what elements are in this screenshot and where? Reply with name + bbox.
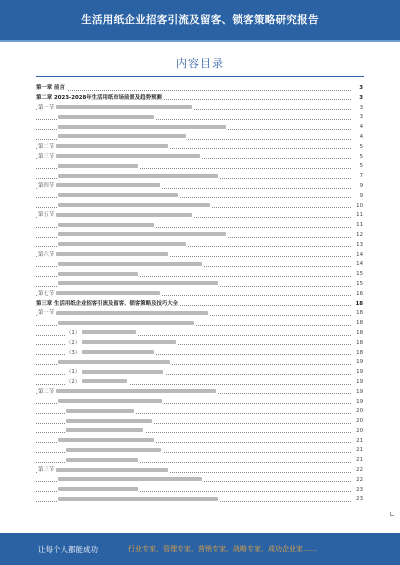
toc-page-number: 11 [354,211,363,221]
toc-entry[interactable] [36,300,363,310]
blurred-entry-text [58,321,194,325]
header-divider [0,40,400,42]
toc-entry-text: 第二章 2023-2028年生活用纸市场前景及趋势预测 [36,94,164,104]
toc-page-number: 13 [354,241,363,251]
toc-entry-text: （1） [66,368,165,378]
toc-entry-text [58,398,164,408]
toc-entry[interactable] [36,251,363,261]
toc-entry-text [58,486,140,496]
toc-page-number: 9 [358,182,363,192]
toc-page-number: 23 [354,486,363,496]
toc-entry-text [58,202,212,212]
blurred-entry-text [56,252,168,256]
toc-entry[interactable] [36,182,363,192]
report-title: 生活用纸企业招客引流及留客、锁客策略研究报告 [81,14,319,26]
toc-entry[interactable] [36,456,363,466]
blurred-entry-text [58,438,154,442]
blurred-entry-text [56,105,192,109]
toc-entry[interactable] [36,437,363,447]
toc-entry-text [58,123,228,133]
toc-entry-text [58,241,188,251]
blurred-entry-text [58,232,226,236]
toc-page-number: 18 [353,300,363,310]
toc-entry-text: （1） [66,329,138,339]
toc-entry[interactable] [36,104,363,114]
toc-page-number: 19 [354,378,363,388]
toc-entry-text: 第四节 [38,182,162,192]
blurred-entry-text [56,183,160,187]
toc-entry-text [58,133,188,143]
toc-entry[interactable] [36,319,363,329]
toc-entry[interactable] [36,153,363,163]
blurred-entry-text [58,115,154,119]
blurred-entry-text [82,350,154,354]
page-header [0,0,400,40]
blurred-entry-text [56,213,192,217]
toc-page-number: 23 [354,495,363,505]
toc-entry-text: 第一节 [38,309,210,319]
toc-page-number: 14 [354,260,363,270]
blurred-entry-text [58,174,218,178]
blurred-entry-text [58,497,218,501]
toc-page-number: 18 [354,349,363,359]
toc-entry[interactable] [36,94,363,104]
blurred-entry-text [58,477,202,481]
table-of-contents [36,84,363,505]
toc-entry-text: 第三节 [38,153,202,163]
toc-entry-text [58,162,140,172]
toc-page-number: 18 [354,309,363,319]
toc-page-number: 3 [357,84,363,94]
toc-page-number: 7 [358,172,363,182]
toc-entry[interactable] [36,349,363,359]
toc-entry-text [58,495,220,505]
toc-entry[interactable] [36,427,363,437]
toc-entry[interactable] [36,417,363,427]
toc-entry[interactable] [36,280,363,290]
blurred-entry-text [58,242,186,246]
toc-entry-text [66,446,163,456]
toc-page-number: 21 [354,456,363,466]
toc-page-number: 19 [354,368,363,378]
blurred-entry-text [66,448,161,452]
toc-entry-text [58,172,220,182]
blurred-entry-text [66,458,138,462]
blurred-entry-text [82,379,127,383]
toc-page-number: 18 [354,319,363,329]
toc-entry[interactable] [36,133,363,143]
blurred-entry-text [56,154,200,158]
toc-page-number: 3 [358,113,363,123]
blurred-entry-text [58,223,154,227]
blurred-entry-text [58,164,138,168]
toc-entry-text: （3） [66,349,156,359]
toc-entry-text: 第二节 [38,143,170,153]
toc-entry-text: 第一节 [38,104,194,114]
blurred-entry-text [56,389,216,393]
toc-page-number: 21 [354,446,363,456]
toc-page-number: 16 [354,290,363,300]
toc-entry[interactable] [36,339,363,349]
toc-entry[interactable] [36,202,363,212]
blurred-entry-text [58,487,138,491]
toc-entry-text: 第六节 [38,251,170,261]
toc-entry-text [66,407,136,417]
blurred-entry-text [58,281,218,285]
toc-heading: 内容目录 [176,57,224,70]
toc-entry-text [66,427,145,437]
toc-entry[interactable] [36,486,363,496]
blurred-entry-text [58,125,226,129]
toc-entry[interactable] [36,329,363,339]
toc-entry-text [58,270,140,280]
blurred-entry-text [56,311,208,315]
toc-entry[interactable] [36,368,363,378]
toc-page-number: 19 [354,398,363,408]
toc-entry-text: （2） [66,339,178,349]
blurred-entry-text [58,272,138,276]
toc-page-number: 3 [357,94,363,104]
toc-entry[interactable] [36,260,363,270]
toc-top-rule [36,76,364,77]
toc-entry[interactable] [36,358,363,368]
toc-entry[interactable] [36,123,363,133]
toc-entry[interactable] [36,309,363,319]
toc-entry-text: 第一章 前言 [36,84,67,94]
toc-entry-text: 第五节 [38,211,194,221]
toc-entry-text [58,476,204,486]
toc-entry-text: 第二节 [38,388,218,398]
blurred-entry-text [56,468,168,472]
toc-entry-text [58,280,220,290]
toc-entry-text [58,113,156,123]
toc-page-number: 22 [354,476,363,486]
blurred-entry-text [58,193,178,197]
toc-entry[interactable] [36,446,363,456]
toc-entry[interactable] [36,143,363,153]
toc-entry-text [58,319,196,329]
toc-entry-text [66,456,140,466]
toc-page-number: 18 [354,339,363,349]
toc-page-number: 15 [354,270,363,280]
blurred-entry-text [56,144,168,148]
toc-entry-text: 第三章 生活用纸企业招客引流及留客、锁客策略及技巧大全 [36,300,180,310]
toc-entry[interactable] [36,398,363,408]
toc-entry[interactable] [36,290,363,300]
toc-entry-text [58,437,156,447]
toc-entry[interactable] [36,211,363,221]
blurred-entry-text [56,291,160,295]
blurred-entry-text [58,360,170,364]
footer-experts-line: 行业专家，管理专家，营销专家，战略专家，成功企业家…… [128,545,317,553]
toc-page-number: 15 [354,280,363,290]
toc-entry-text [66,417,154,427]
toc-page-number: 12 [354,231,363,241]
toc-page-number: 4 [358,133,363,143]
blurred-entry-text [82,370,163,374]
toc-entry[interactable] [36,162,363,172]
toc-entry-text: 第七节 [38,290,162,300]
dot-leader [36,90,351,91]
toc-entry-text [58,221,156,231]
toc-page-number: 20 [354,427,363,437]
toc-page-number: 3 [358,104,363,114]
toc-page-number: 18 [354,329,363,339]
toc-entry[interactable] [36,270,363,280]
toc-entry-text [58,192,180,202]
toc-entry[interactable] [36,113,363,123]
toc-entry-text [58,260,204,270]
blurred-entry-text [58,134,186,138]
blurred-entry-text [66,419,152,423]
toc-page-number: 19 [354,358,363,368]
toc-page-number: 9 [358,192,363,202]
toc-entry[interactable] [36,378,363,388]
toc-page-number: 19 [354,388,363,398]
toc-entry[interactable] [36,231,363,241]
toc-page-number: 5 [358,143,363,153]
blurred-entry-text [58,399,162,403]
toc-entry[interactable] [36,466,363,476]
footer-slogan: 让每个人都能成功 [38,545,98,554]
toc-entry[interactable] [36,192,363,202]
toc-page-number: 11 [354,221,363,231]
toc-page-number: 22 [354,466,363,476]
toc-entry[interactable] [36,221,363,231]
blurred-entry-text [66,409,134,413]
toc-page-number: 20 [354,417,363,427]
toc-entry[interactable] [36,172,363,182]
toc-page-number: 14 [354,251,363,261]
toc-page-number: 5 [358,162,363,172]
toc-page-number: 10 [354,202,363,212]
toc-page-number: 5 [358,153,363,163]
toc-entry[interactable] [36,388,363,398]
page-corner-mark [390,512,394,516]
toc-entry-text: （2） [66,378,129,388]
toc-page-number: 20 [354,407,363,417]
toc-entry-text: 第三节 [38,466,170,476]
toc-entry-text [58,358,172,368]
blurred-entry-text [58,262,202,266]
toc-page-number: 4 [358,123,363,133]
toc-entry[interactable] [36,495,363,505]
toc-page-number: 21 [354,437,363,447]
blurred-entry-text [82,330,136,334]
toc-entry[interactable] [36,241,363,251]
blurred-entry-text [82,340,177,344]
blurred-entry-text [58,203,210,207]
toc-entry-text [58,231,228,241]
toc-entry[interactable] [36,476,363,486]
toc-entry[interactable] [36,84,363,94]
page-footer [0,533,400,565]
blurred-entry-text [66,428,143,432]
toc-entry[interactable] [36,407,363,417]
